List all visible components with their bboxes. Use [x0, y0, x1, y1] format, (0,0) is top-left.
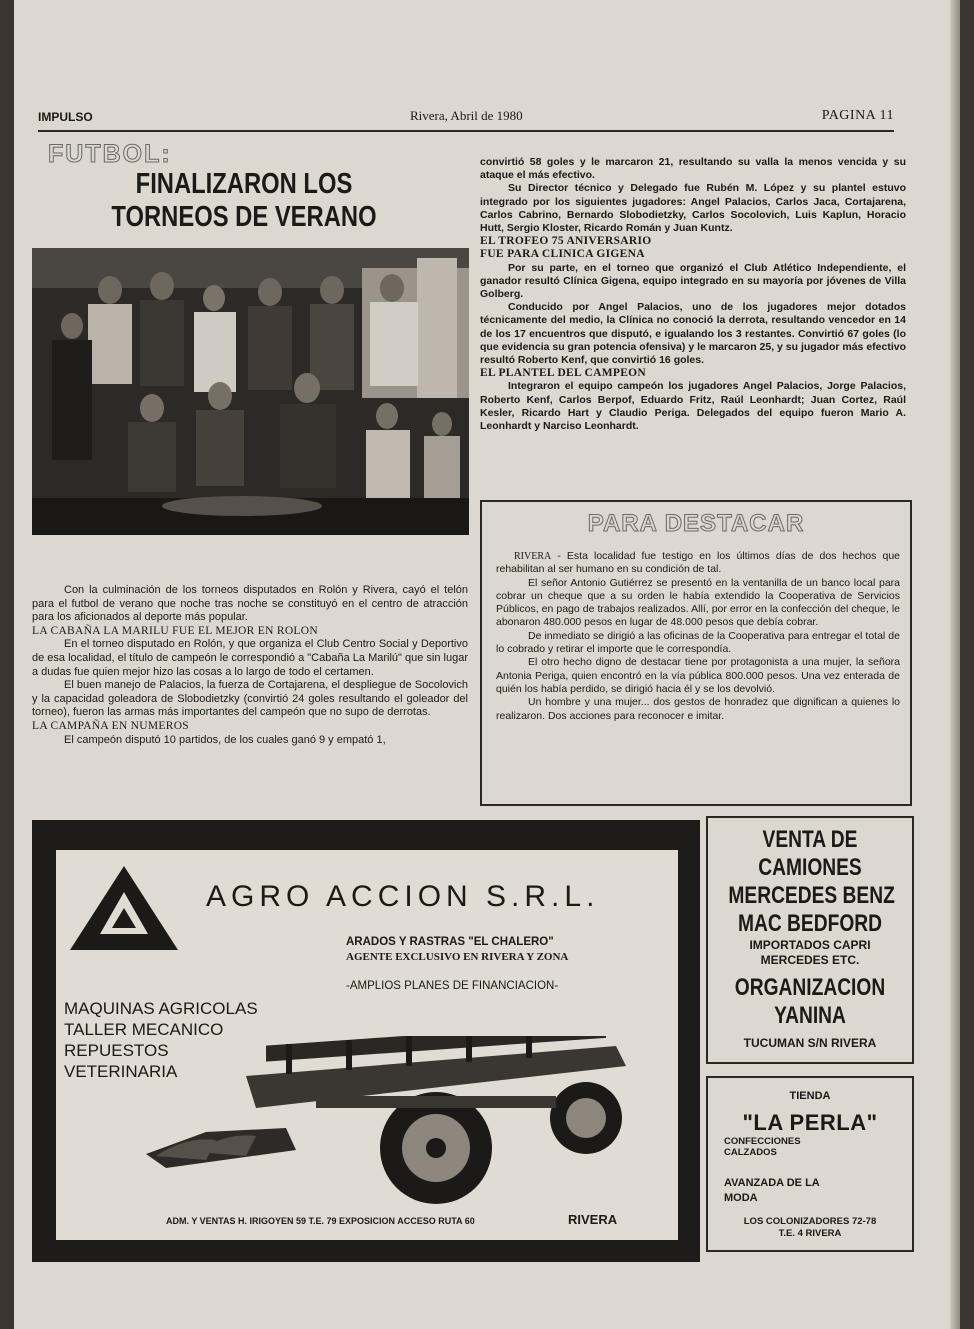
la-perla-ad: [706, 1076, 914, 1252]
destacar-title: PARA DESTACAR: [587, 510, 805, 537]
page-number: PAGINA 11: [821, 108, 894, 123]
agro-accion-panel: [56, 850, 678, 1240]
plow-machine-illustration: [146, 1036, 646, 1206]
venta-address: TUCUMAN S/N RIVERA: [743, 1036, 877, 1050]
article-paragraph: Su Director técnico y Delegado fue Rubén M. López y su plantel estuvo integrado por los siguientes jugadores: Angel Palacios, Carlos Jaca, Cortajarena, Carlos Cabrino, Bernardo Slobodietzky, Carlos Socolovich, Luis Kaplun, Horacio Hutt, Sergio Kloster, Ricardo Román y Juan Kuntz.: [480, 182, 906, 235]
venta-line: VENTA DE: [762, 826, 858, 853]
perla-product: CALZADOS: [724, 1147, 777, 1158]
article-paragraph: Integraron el equipo campeón los jugadores Angel Palacios, Jorge Palacios, Roberto Kenf, Carlos Berpof, Eduardo Fritz, Raúl Leonhardt; Juan Cortez, Raúl Kesler, Ricardo Hart y Claudio Periga. Delegados del equipo fueron Mario A. Leonhardt y Narciso Leonhardt.: [480, 380, 906, 433]
article-paragraph: El campeón disputó 10 partidos, de los cuales ganó 9 y empató 1,: [64, 733, 386, 746]
venta-line: CAMIONES: [758, 854, 862, 881]
agro-accion-ad: [32, 820, 700, 1262]
destacar-paragraph: El otro hecho digno de destacar tiene por protagonista a una mujer, la señora Antonia Periga, quien encontró en la vía pública 800.000 pesos. Una vez enterada de quién los había perdido, se dirigió hacia él y se los devolvió.: [496, 656, 900, 695]
article-paragraph: convirtió 58 goles y le marcaron 21, resultando su valla la menos vencida y su ataque el más efectivo.: [480, 156, 906, 182]
destacar-paragraph: Un hombre y una mujer... dos gestos de honradez que dignifican a quienes lo realizaron. Dos acciones para reconocer e imitar.: [496, 696, 900, 722]
paper-name: IMPULSO: [38, 110, 93, 124]
perla-address-line: T.E. 4 RIVERA: [778, 1228, 842, 1239]
article-paragraph: El buen manejo de Palacios, la fuerza de Cortajarena, el despliegue de Socolovich y la capacidad goleadora de Slobodietzky (convirtió 24 goles resultando el goleador del torneo), fueron las armas más importantes del campeón que no supo de derrotas.: [32, 679, 468, 719]
subhead-trofeo: EL TROFEO 75 ANIVERSARIO: [480, 235, 652, 248]
subhead-cabana: LA CABAÑA LA MARILU FUE EL MEJOR EN ROLON: [32, 624, 318, 637]
agro-service-item: VETERINARIA: [64, 1062, 178, 1081]
article-right-column: [480, 156, 906, 433]
perla-product: CONFECCIONES: [724, 1136, 801, 1147]
team-photo-image: [32, 248, 469, 535]
destacar-lead: - Esta localidad fue testigo en los últimos días de dos hechos que rehabilitan al ser humano en su condición de tal.: [496, 550, 901, 576]
headline: [105, 168, 384, 234]
perla-products: [724, 1136, 801, 1158]
agro-service-item: TALLER MECANICO: [64, 1020, 224, 1039]
perla-slogan-line: AVANZADA DE LA: [724, 1177, 820, 1189]
agro-logo-icon: [68, 864, 180, 954]
destacar-paragraph: De inmediato se dirigió a las oficinas de la Cooperativa para entregar el total de lo cobrado y retirar el importe que le correspondía.: [496, 629, 900, 656]
venta-small-line: MERCEDES ETC.: [760, 953, 860, 967]
agro-service-item: REPUESTOS: [64, 1041, 169, 1060]
article-paragraph: Conducido por Angel Palacios, uno de los jugadores mejor dotados técnicamente del medio, la Clínica no conoció la derrota, resultando vencedor en 14 de los 17 encuentros que disputó, e igualando los 3 restantes. Convirtió 67 goles (lo que evidencia su gran potencia ofensiva) y le marcaron 25, y su jugador más efectivo resultó Roberto Kenf, que convirtió 16 goles.: [480, 301, 906, 367]
subhead-clinica: FUE PARA CLINICA GIGENA: [480, 248, 645, 261]
agro-service-item: MAQUINAS AGRICOLAS: [64, 999, 258, 1018]
perla-tienda: TIENDA: [789, 1090, 831, 1102]
article-intro: Con la culminación de los torneos disputados en Rolón y Rivera, cayó el telón para el futbol de verano que noche tras noche se constituyó en el centro de atracción para los aficionados al deporte más popular.: [32, 584, 468, 624]
destacar-box: [480, 500, 912, 806]
venta-line: MAC BEDFORD: [738, 910, 882, 937]
page-edge: [950, 0, 960, 1329]
camiones-ad: [706, 816, 914, 1064]
subhead-campana: LA CAMPAÑA EN NUMEROS: [32, 719, 190, 732]
article-left-column: [32, 584, 468, 747]
agro-arados: ARADOS Y RASTRAS "EL CHALERO": [346, 936, 554, 948]
perla-address-line: LOS COLONIZADORES 72-78: [743, 1216, 877, 1227]
perla-name: "LA PERLA": [742, 1110, 878, 1135]
perla-slogan-line: MODA: [724, 1192, 758, 1204]
perla-slogan: [724, 1176, 820, 1206]
newspaper-page: [14, 0, 960, 1329]
agro-company-name: AGRO ACCION S.R.L.: [206, 880, 600, 913]
destacar-body: [496, 550, 900, 723]
agro-agente: AGENTE EXCLUSIVO EN RIVERA Y ZONA: [346, 951, 569, 963]
article-paragraph: Por su parte, en el torneo que organizó el Club Atlético Independiente, el ganador resultó Clínica Gigena, equipo integrado en su mayoría por jóvenes de Villa Golberg.: [480, 261, 906, 301]
destacar-place: RIVERA: [514, 551, 552, 562]
agro-city: RIVERA: [568, 1212, 618, 1227]
dateline: Rivera, Abril de 1980: [410, 108, 523, 123]
venta-line: MERCEDES BENZ: [728, 882, 895, 909]
team-photo: [32, 248, 469, 535]
article-paragraph: En el torneo disputado en Rolón, y que organiza el Club Centro Social y Deportivo de esa localidad, el título de campeón le correspondió a "Cabaña La Marilú" que sin lugar a dudas fue quien mejor hizo las cosas a lo largo de todo el certamen.: [32, 638, 468, 678]
perla-address: [708, 1216, 912, 1240]
venta-org-line: YANINA: [774, 1002, 846, 1029]
subhead-plantel: EL PLANTEL DEL CAMPEON: [480, 367, 647, 380]
destacar-paragraph: [496, 550, 900, 577]
agro-financing: -AMPLIOS PLANES DE FINANCIACION-: [346, 980, 559, 992]
section-kicker: FUTBOL:: [48, 140, 172, 168]
agro-address: ADM. Y VENTAS H. IRIGOYEN 59 T.E. 79 EXPOSICION ACCESO RUTA 60: [166, 1216, 475, 1226]
headline-line-2: TORNEOS DE VERANO: [111, 201, 377, 233]
headline-line-1: FINALIZARON LOS: [135, 168, 353, 200]
venta-org-line: ORGANIZACION: [734, 974, 886, 1001]
venta-small-line: IMPORTADOS CAPRI: [749, 938, 871, 952]
destacar-paragraph: El señor Antonio Gutiérrez se presentó en la ventanilla de un banco local para cobrar un cheque que a su orden le había extendido la Cooperativa de Servicios Públicos, en pago de trabajos realizados. Allí, por error en la confección del cheque, le abonaron 480.000 pesos en lugar de 48.000 pesos que debía cobrar.: [496, 576, 900, 629]
masthead: [38, 108, 894, 132]
